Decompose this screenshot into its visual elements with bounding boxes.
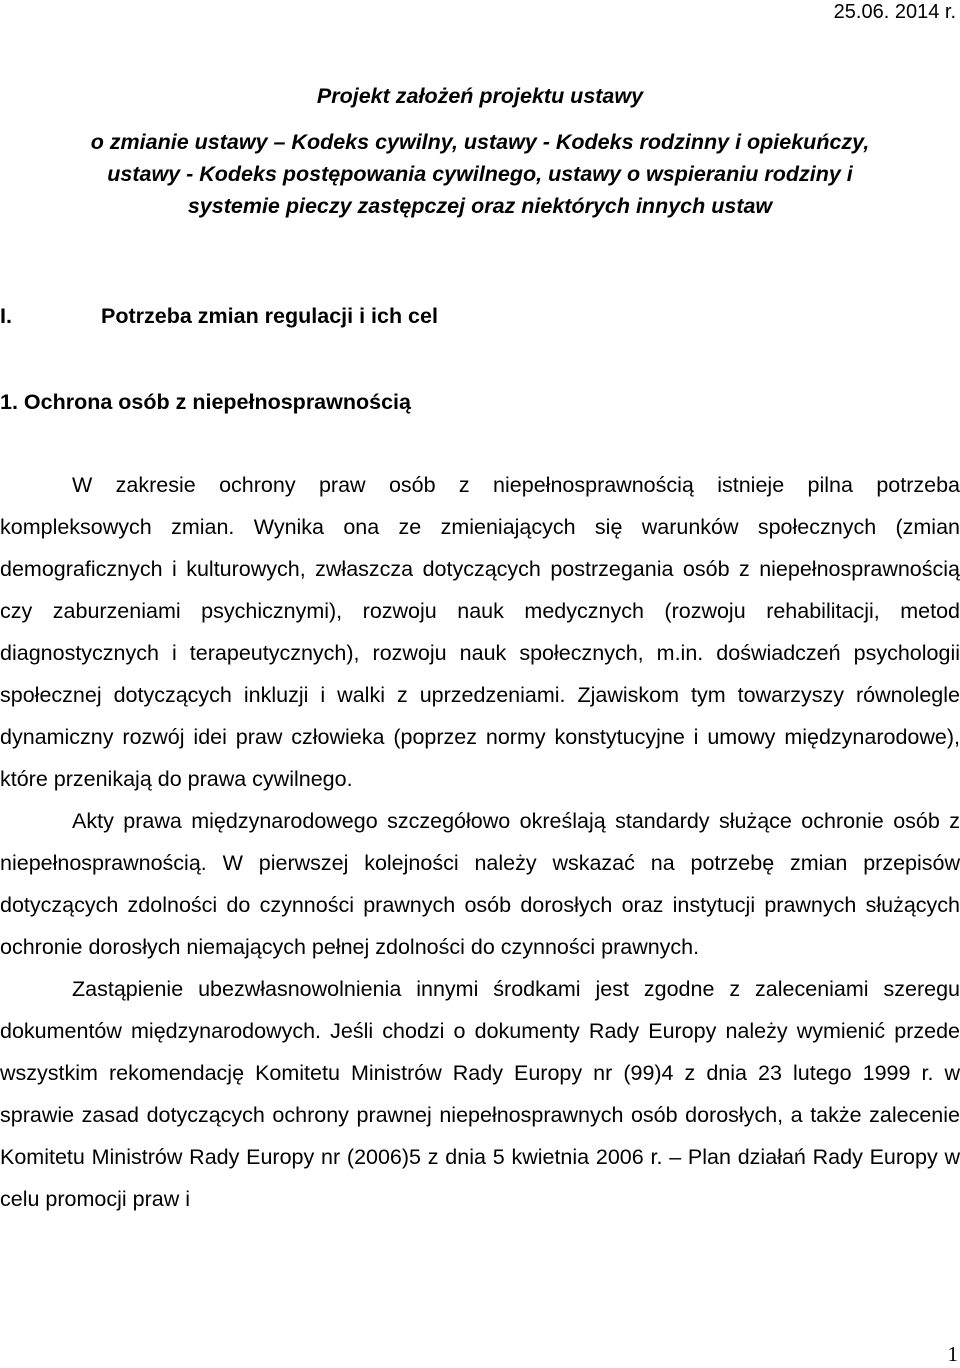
paragraph-2: Akty prawa międzynarodowego szczegółowo określają standardy służące ochronie osób z niepełnosprawnością. W pierwszej kolejności należy wskazać na potrzebę zmian przepisów dotyczących zdolności do czynności prawnych osób dorosłych oraz instytucji prawnych służących ochronie dorosłych niemających pełnej zdolności do czynności prawnych. [0, 809, 960, 959]
body-text [0, 464, 960, 1220]
title-line-3: ustawy - Kodeks postępowania cywilnego, ustawy o wspieraniu rodziny i [107, 162, 853, 186]
page-number: 1 [947, 1342, 958, 1366]
paragraph-1: W zakresie ochrony praw osób z niepełnosprawnością istnieje pilna potrzeba kompleksowych zmian. Wynika ona ze zmieniających się warunków społecznych (zmian demograficznych i kulturowych, zwłaszcza dotyczących postrzegania osób z niepełnosprawnością czy zaburzeniami psychicznymi), rozwoju nauk medycznych (rozwoju rehabilitacji, metod diagnostycznych i terapeutycznych), rozwoju nauk społecznych, m.in. doświadczeń psychologii społecznej dotyczących inkluzji i walki z uprzedzeniami. Zjawiskom tym towarzyszy równolegle dynamiczny rozwój idei praw człowieka (poprzez normy konstytucyjne i umowy międzynarodowe), które przenikają do prawa cywilnego. [0, 473, 960, 791]
paragraph-3: Zastąpienie ubezwłasnowolnienia innymi środkami jest zgodne z zaleceniami szeregu dokumentów międzynarodowych. Jeśli chodzi o dokumenty Rady Europy należy wymienić przede wszystkim rekomendację Komitetu Ministrów Rady Europy nr (99)4 z dnia 23 lutego 1999 r. w sprawie zasad dotyczących ochrony prawnej niepełnosprawnych osób dorosłych, a także zalecenie Komitetu Ministrów Rady Europy nr (2006)5 z dnia 5 kwietnia 2006 r. – Plan działań Rady Europy w celu promocji praw i [0, 977, 960, 1211]
subsection-heading: 1. Ochrona osób z niepełnosprawnością [0, 390, 411, 414]
title-line-1: Projekt założeń projektu ustawy [316, 84, 644, 108]
title-spacer [0, 112, 960, 126]
title-line-4: systemie pieczy zastępczej oraz niektórych innych ustaw [187, 194, 773, 218]
title-line-2: o zmianie ustawy – Kodeks cywilny, ustawy - Kodeks rodzinny i opiekuńczy, [90, 130, 870, 154]
section-title: Potrzeba zmian regulacji i ich cel [101, 304, 438, 328]
document-title [0, 80, 960, 222]
document-date: 25.06. 2014 r. [833, 1, 956, 23]
section-number: I. [0, 304, 12, 328]
section-heading [0, 300, 438, 332]
